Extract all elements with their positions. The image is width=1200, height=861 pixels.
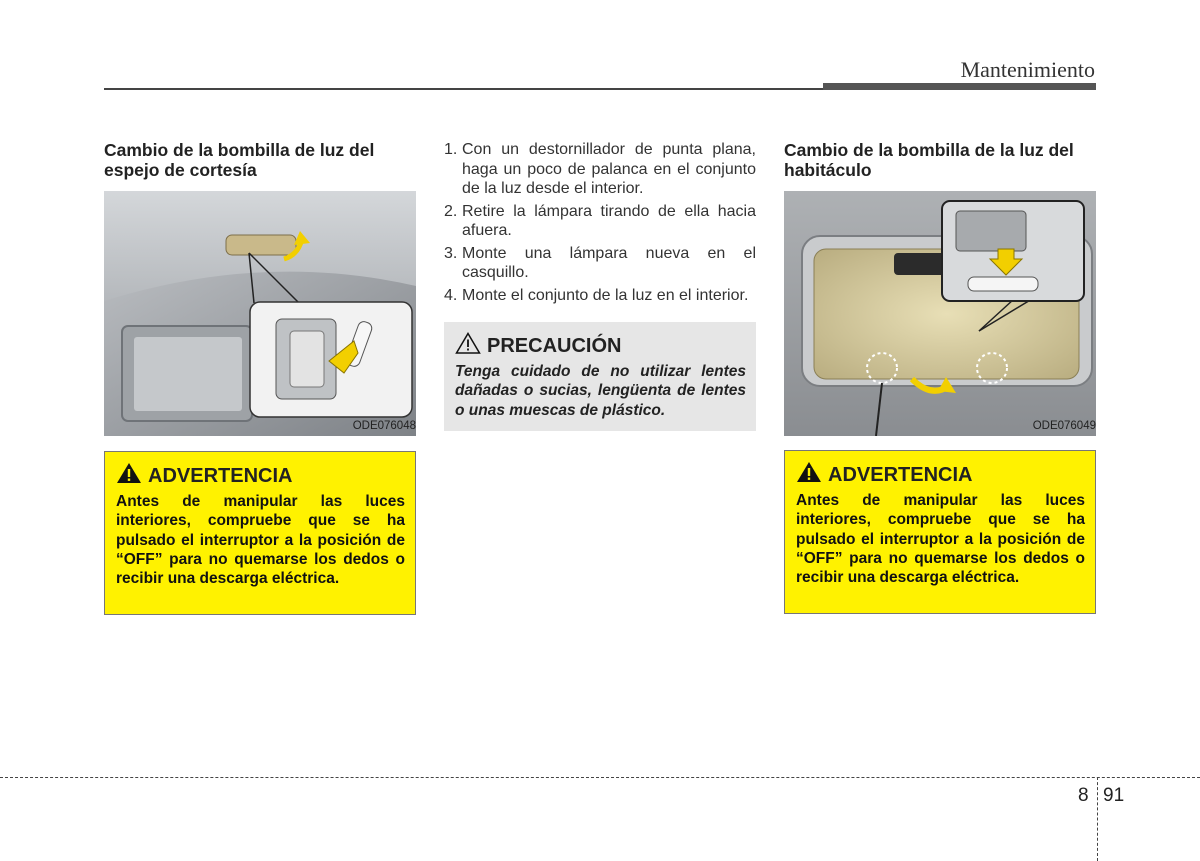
footer-dashed-divider (1097, 777, 1098, 861)
caution-body: Tenga cuidado de no utilizar lentes dañadas o sucias, lengüenta de lentes o unas muescas de plástico. (455, 363, 746, 419)
warning-triangle-icon (796, 461, 822, 489)
left-warning-title: ADVERTENCIA (148, 464, 293, 487)
list-item (444, 140, 756, 199)
vanity-mirror-illustration (104, 191, 416, 436)
left-warning-title-row (116, 462, 405, 490)
right-warning-title-row (796, 461, 1085, 489)
step-text: Retire la lámpara tirando de ella hacia afuera. (462, 202, 756, 239)
step-number: 2. (444, 202, 458, 220)
step-number: 1. (444, 141, 458, 158)
left-heading: Cambio de la bombilla de luz del espejo de cortesía (104, 140, 375, 180)
step-number: 3. (444, 244, 458, 262)
left-warning-body: Antes de manipular las luces interiores, compruebe que se ha pulsado el interruptor a la posición de “OFF” para no quemarse los dedos o recibir una descarga eléctrica. (116, 493, 405, 588)
step-text: Con un destornillador de punta plana, haga un poco de palanca en el conjunto de la luz desde el interior. (462, 141, 756, 197)
footer-dashed-rule (0, 777, 1200, 778)
left-figure-code: ODE076048 (352, 420, 416, 432)
right-warning-body: Antes de manipular las luces interiores, compruebe que se ha pulsado el interruptor a la posición de “OFF” para no quemarse los dedos o recibir una descarga eléctrica. (796, 492, 1085, 587)
page-number: 91 (1103, 785, 1125, 806)
room-lamp-figure (784, 191, 1096, 436)
right-heading: Cambio de la bombilla de la luz del habitáculo (784, 140, 1074, 180)
vanity-mirror-figure (104, 191, 416, 436)
caution-title: PRECAUCIÓN (487, 334, 622, 357)
header-rule-accent (823, 83, 1096, 90)
right-figure-code: ODE076049 (1032, 420, 1096, 432)
chapter-number: 8 (1078, 785, 1089, 806)
room-lamp-illustration (784, 191, 1096, 436)
procedure-steps (444, 140, 756, 308)
step-number: 4. (444, 286, 458, 304)
caution-box (444, 322, 756, 431)
warning-triangle-icon (116, 462, 142, 490)
list-item (444, 286, 756, 306)
list-item (444, 202, 756, 241)
step-text: Monte una lámpara nueva en el casquillo. (462, 244, 756, 281)
left-warning-box (104, 451, 416, 615)
step-text: Monte el conjunto de la luz en el interior. (462, 286, 749, 304)
list-item (444, 244, 756, 283)
right-warning-box (784, 450, 1096, 614)
caution-title-row (455, 332, 746, 360)
right-warning-title: ADVERTENCIA (828, 463, 973, 486)
section-title: Mantenimiento (960, 57, 1095, 82)
caution-triangle-icon (455, 332, 481, 360)
